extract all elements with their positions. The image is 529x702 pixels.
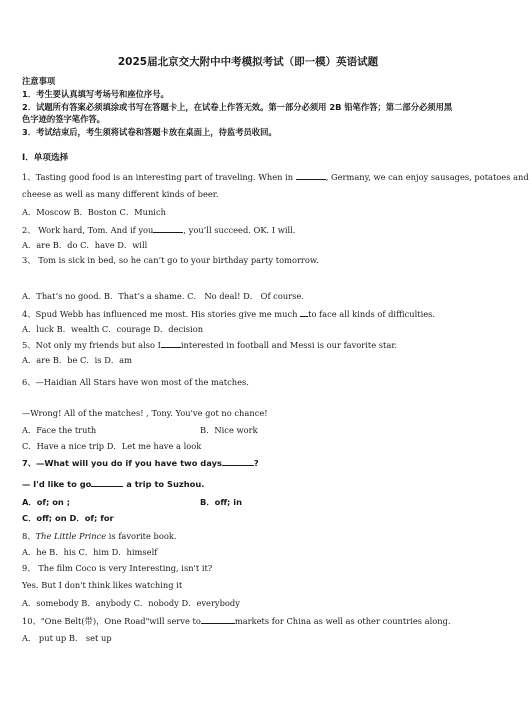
notice-item: 1．考生要认真填写考场号和座位序号。 [22,89,169,99]
question-options: C．off; on D．of; for [22,513,114,523]
book-title: The Little Prince [35,531,107,541]
question-8 [22,531,177,542]
question-text: 2、 Work hard, Tom. And if you [22,225,154,235]
question-options: A．are B．do C．have D．will [22,240,148,250]
question-10 [22,615,451,627]
question-2 [22,224,295,236]
question-7 [22,457,259,469]
option-b: B．Nice work [200,425,258,435]
question-text: to face all kinds of difficulties. [308,309,436,319]
question-reply: —Wrong! All of the matches! , Tony. You've got no chance! [22,408,268,418]
question-1 [22,171,529,183]
option-a: A．Face the truth [22,425,97,435]
question-options: A．he B．his C．him D．himself [22,547,158,557]
question-text: is favorite book. [106,531,177,541]
answer-blank [222,457,254,466]
question-text: — I'd like to go [22,479,92,489]
question-text: cheese as well as many different kinds of beer. [22,189,219,199]
answer-blank [161,339,181,348]
question-5 [22,339,397,351]
question-options: A．Moscow B．Boston C．Munich [22,207,166,217]
question-text: 7、—What will you do if you have two days [22,458,222,468]
question-3: 3、 Tom is sick in bed, so he can’t go to your birthday party tomorrow. [22,255,319,265]
question-text: , Germany, we can enjoy sausages, potatoes and [325,172,529,182]
notice-heading: 注意事项 [22,76,56,86]
question-text: 4、Spud Webb has influenced me most. His stories give me much [22,309,301,319]
option-a: A．of; on ; [22,497,71,507]
answer-blank [201,615,235,624]
question-reply [22,478,204,490]
question-reply: Yes. But I don't think likes watching it [22,580,183,590]
question-options: A．luck B．wealth C．courage D．decision [22,324,204,334]
answer-blank [153,224,183,233]
question-text: a trip to Suzhou. [123,479,205,489]
notice-item: 色字迹的签字笔作答。 [22,114,105,124]
question-text: 1、Tasting good food is an interesting part of traveling. When in [22,172,296,182]
question-options: A． put up B． set up [22,633,112,643]
question-text: markets for China as well as other countries along. [234,616,451,626]
question-4 [22,308,435,320]
notice-item: 2．试题所有答案必须填涂或书写在答题卡上，在试卷上作答无效。第一部分必须用 2B 铅笔作答；第二部分必须用黑 [22,102,453,112]
page-title: 2025届北京交大附中中考模拟考试（即一模）英语试题 [117,56,379,68]
answer-blank [91,478,123,487]
question-text: 5、Not only my friends but also I [22,340,161,350]
section-heading: Ⅰ．单项选择 [22,153,69,163]
question-options: C．Have a nice trip D．Let me have a look [22,441,202,451]
notice-item: 3．考试结束后，考生须将试卷和答题卡放在桌面上，待监考员收回。 [22,127,277,137]
question-options: A．somebody B．anybody C．nobody D．everybody [22,598,240,608]
question-9: 9、 The film Coco is very Interesting, isn't it? [22,563,213,573]
answer-blank [296,171,326,180]
question-text: , you’ll succeed. OK. I will. [183,225,296,235]
question-number: 8、 [22,531,36,541]
question-options: A．are B．be C．is D．am [22,355,132,365]
question-6: 6、—Haidian All Stars have won most of the matches. [22,377,249,387]
question-text: 10、"One Belt(带)，One Road"will serve to [22,616,201,626]
option-b: B．off; in [200,497,242,507]
answer-blank [300,308,308,317]
question-text: ? [253,458,259,468]
question-text: interested in football and Messi is our favorite star. [180,340,398,350]
question-options: A．That’s no good. B．That’s a shame. C． No deal! D． Of course. [22,291,304,301]
